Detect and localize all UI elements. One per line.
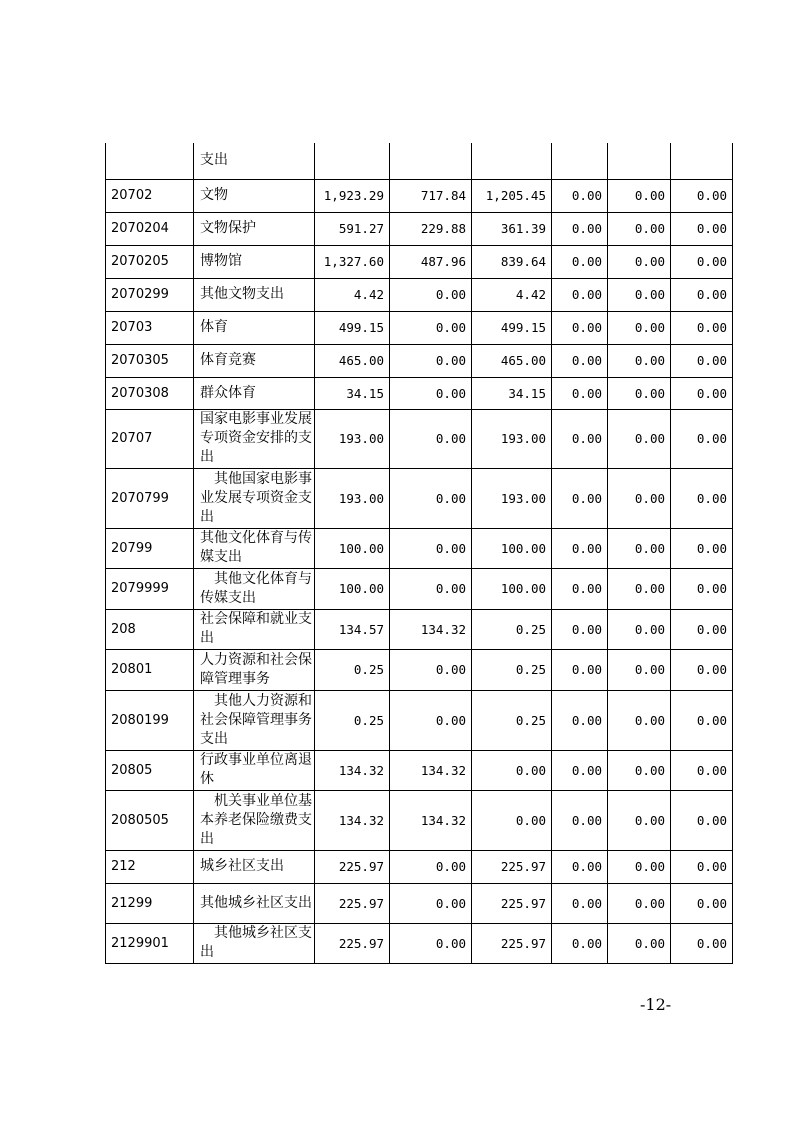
subject-code-cell: 21299 <box>106 883 194 923</box>
column-4-cell: 0.00 <box>552 409 608 468</box>
project-expenditure-cell: 193.00 <box>472 468 552 528</box>
column-5-cell: 0.00 <box>608 790 671 850</box>
total-cell: 499.15 <box>315 311 390 344</box>
subject-name-cell: 机关事业单位基本养老保险缴费支出 <box>194 790 315 850</box>
table-row <box>106 568 733 609</box>
subject-name-cell: 群众体育 <box>194 377 315 409</box>
column-6-cell: 0.00 <box>671 278 733 311</box>
subject-code-cell: 20707 <box>106 409 194 468</box>
total-cell: 225.97 <box>315 850 390 883</box>
project-expenditure-cell: 1,205.45 <box>472 179 552 212</box>
column-4-cell: 0.00 <box>552 649 608 690</box>
column-6-cell: 0.00 <box>671 790 733 850</box>
column-5-cell: 0.00 <box>608 609 671 649</box>
column-5-cell: 0.00 <box>608 409 671 468</box>
column-5-cell: 0.00 <box>608 883 671 923</box>
table-row <box>106 143 733 179</box>
column-6-cell: 0.00 <box>671 468 733 528</box>
project-expenditure-cell: 100.00 <box>472 528 552 568</box>
subject-name-cell: 体育 <box>194 311 315 344</box>
table-row <box>106 883 733 923</box>
column-5-cell: 0.00 <box>608 278 671 311</box>
subject-code-cell: 2070204 <box>106 212 194 245</box>
column-6-cell: 0.00 <box>671 690 733 750</box>
column-4-cell: 0.00 <box>552 883 608 923</box>
column-5-cell: 0.00 <box>608 212 671 245</box>
table-row <box>106 790 733 850</box>
column-5-cell: 0.00 <box>608 750 671 790</box>
subject-name-cell: 博物馆 <box>194 245 315 278</box>
project-expenditure-cell: 193.00 <box>472 409 552 468</box>
basic-expenditure-cell: 0.00 <box>390 409 472 468</box>
column-4-cell: 0.00 <box>552 212 608 245</box>
table-body <box>106 143 733 963</box>
subject-name-cell: 其他城乡社区支出 <box>194 883 315 923</box>
table-row <box>106 311 733 344</box>
subject-name-cell: 其他国家电影事业发展专项资金支出 <box>194 468 315 528</box>
subject-code-cell: 2129901 <box>106 923 194 963</box>
column-6-cell: 0.00 <box>671 923 733 963</box>
project-expenditure-cell: 361.39 <box>472 212 552 245</box>
budget-expenditure-table <box>105 143 733 964</box>
subject-code-cell: 212 <box>106 850 194 883</box>
project-expenditure-cell <box>472 143 552 179</box>
total-cell: 100.00 <box>315 568 390 609</box>
subject-code-cell: 20799 <box>106 528 194 568</box>
table-row <box>106 850 733 883</box>
basic-expenditure-cell: 0.00 <box>390 311 472 344</box>
subject-code-cell: 208 <box>106 609 194 649</box>
subject-code-cell: 20702 <box>106 179 194 212</box>
total-cell: 591.27 <box>315 212 390 245</box>
basic-expenditure-cell: 229.88 <box>390 212 472 245</box>
column-4-cell: 0.00 <box>552 609 608 649</box>
column-6-cell: 0.00 <box>671 568 733 609</box>
column-5-cell: 0.00 <box>608 344 671 377</box>
subject-code-cell: 2070205 <box>106 245 194 278</box>
subject-name-cell: 城乡社区支出 <box>194 850 315 883</box>
page-number: -12- <box>640 995 672 1014</box>
column-6-cell: 0.00 <box>671 750 733 790</box>
column-4-cell: 0.00 <box>552 790 608 850</box>
column-4-cell: 0.00 <box>552 690 608 750</box>
table-row <box>106 690 733 750</box>
column-4-cell: 0.00 <box>552 377 608 409</box>
project-expenditure-cell: 225.97 <box>472 850 552 883</box>
table-row <box>106 278 733 311</box>
basic-expenditure-cell: 0.00 <box>390 344 472 377</box>
subject-name-cell: 其他文化体育与传媒支出 <box>194 528 315 568</box>
subject-code-cell: 2079999 <box>106 568 194 609</box>
column-6-cell: 0.00 <box>671 883 733 923</box>
project-expenditure-cell: 0.25 <box>472 609 552 649</box>
project-expenditure-cell: 0.25 <box>472 649 552 690</box>
basic-expenditure-cell: 0.00 <box>390 528 472 568</box>
column-6-cell: 0.00 <box>671 409 733 468</box>
column-5-cell: 0.00 <box>608 179 671 212</box>
column-6-cell: 0.00 <box>671 344 733 377</box>
table-row <box>106 750 733 790</box>
basic-expenditure-cell: 0.00 <box>390 568 472 609</box>
subject-code-cell: 2070308 <box>106 377 194 409</box>
project-expenditure-cell: 225.97 <box>472 883 552 923</box>
subject-name-cell: 其他人力资源和社会保障管理事务支出 <box>194 690 315 750</box>
subject-code-cell: 20703 <box>106 311 194 344</box>
column-5-cell: 0.00 <box>608 850 671 883</box>
project-expenditure-cell: 100.00 <box>472 568 552 609</box>
column-6-cell: 0.00 <box>671 212 733 245</box>
subject-code-cell <box>106 143 194 179</box>
total-cell: 193.00 <box>315 409 390 468</box>
subject-name-cell: 行政事业单位离退休 <box>194 750 315 790</box>
project-expenditure-cell: 0.00 <box>472 790 552 850</box>
column-4-cell: 0.00 <box>552 344 608 377</box>
column-6-cell: 0.00 <box>671 528 733 568</box>
column-5-cell <box>608 143 671 179</box>
project-expenditure-cell: 225.97 <box>472 923 552 963</box>
total-cell: 225.97 <box>315 883 390 923</box>
table-row <box>106 245 733 278</box>
column-5-cell: 0.00 <box>608 245 671 278</box>
basic-expenditure-cell: 0.00 <box>390 377 472 409</box>
basic-expenditure-cell: 134.32 <box>390 750 472 790</box>
basic-expenditure-cell: 717.84 <box>390 179 472 212</box>
column-5-cell: 0.00 <box>608 528 671 568</box>
table-row <box>106 344 733 377</box>
basic-expenditure-cell: 0.00 <box>390 690 472 750</box>
subject-name-cell: 国家电影事业发展专项资金安排的支出 <box>194 409 315 468</box>
basic-expenditure-cell: 0.00 <box>390 649 472 690</box>
subject-code-cell: 20805 <box>106 750 194 790</box>
column-4-cell: 0.00 <box>552 245 608 278</box>
column-5-cell: 0.00 <box>608 377 671 409</box>
table-row <box>106 409 733 468</box>
column-5-cell: 0.00 <box>608 649 671 690</box>
project-expenditure-cell: 465.00 <box>472 344 552 377</box>
column-4-cell: 0.00 <box>552 568 608 609</box>
total-cell: 4.42 <box>315 278 390 311</box>
basic-expenditure-cell: 487.96 <box>390 245 472 278</box>
table-row <box>106 377 733 409</box>
table-row <box>106 528 733 568</box>
column-6-cell: 0.00 <box>671 311 733 344</box>
table-row <box>106 179 733 212</box>
column-4-cell: 0.00 <box>552 179 608 212</box>
column-5-cell: 0.00 <box>608 311 671 344</box>
basic-expenditure-cell: 0.00 <box>390 278 472 311</box>
basic-expenditure-cell: 134.32 <box>390 609 472 649</box>
basic-expenditure-cell: 0.00 <box>390 468 472 528</box>
subject-name-cell: 体育竞赛 <box>194 344 315 377</box>
column-6-cell <box>671 143 733 179</box>
project-expenditure-cell: 4.42 <box>472 278 552 311</box>
column-4-cell: 0.00 <box>552 923 608 963</box>
column-5-cell: 0.00 <box>608 568 671 609</box>
total-cell <box>315 143 390 179</box>
total-cell: 465.00 <box>315 344 390 377</box>
column-6-cell: 0.00 <box>671 377 733 409</box>
column-6-cell: 0.00 <box>671 649 733 690</box>
subject-code-cell: 2070305 <box>106 344 194 377</box>
project-expenditure-cell: 0.25 <box>472 690 552 750</box>
column-5-cell: 0.00 <box>608 923 671 963</box>
subject-code-cell: 2080199 <box>106 690 194 750</box>
column-4-cell: 0.00 <box>552 468 608 528</box>
column-5-cell: 0.00 <box>608 690 671 750</box>
column-4-cell: 0.00 <box>552 278 608 311</box>
project-expenditure-cell: 499.15 <box>472 311 552 344</box>
table-row <box>106 468 733 528</box>
column-5-cell: 0.00 <box>608 468 671 528</box>
column-4-cell <box>552 143 608 179</box>
project-expenditure-cell: 839.64 <box>472 245 552 278</box>
budget-table-sheet <box>105 143 732 964</box>
column-6-cell: 0.00 <box>671 850 733 883</box>
project-expenditure-cell: 34.15 <box>472 377 552 409</box>
table-row <box>106 923 733 963</box>
basic-expenditure-cell: 0.00 <box>390 850 472 883</box>
subject-code-cell: 2070299 <box>106 278 194 311</box>
column-6-cell: 0.00 <box>671 179 733 212</box>
basic-expenditure-cell: 0.00 <box>390 883 472 923</box>
subject-name-cell: 其他文物支出 <box>194 278 315 311</box>
table-row <box>106 609 733 649</box>
total-cell: 225.97 <box>315 923 390 963</box>
column-6-cell: 0.00 <box>671 245 733 278</box>
total-cell: 193.00 <box>315 468 390 528</box>
total-cell: 134.57 <box>315 609 390 649</box>
total-cell: 1,327.60 <box>315 245 390 278</box>
total-cell: 34.15 <box>315 377 390 409</box>
total-cell: 134.32 <box>315 790 390 850</box>
column-4-cell: 0.00 <box>552 850 608 883</box>
total-cell: 0.25 <box>315 690 390 750</box>
table-row <box>106 212 733 245</box>
basic-expenditure-cell: 134.32 <box>390 790 472 850</box>
subject-name-cell: 社会保障和就业支出 <box>194 609 315 649</box>
subject-code-cell: 20801 <box>106 649 194 690</box>
subject-name-cell: 文物保护 <box>194 212 315 245</box>
subject-name-cell: 支出 <box>194 143 315 179</box>
total-cell: 0.25 <box>315 649 390 690</box>
project-expenditure-cell: 0.00 <box>472 750 552 790</box>
subject-name-cell: 其他城乡社区支出 <box>194 923 315 963</box>
total-cell: 134.32 <box>315 750 390 790</box>
column-4-cell: 0.00 <box>552 750 608 790</box>
column-6-cell: 0.00 <box>671 609 733 649</box>
subject-code-cell: 2080505 <box>106 790 194 850</box>
subject-name-cell: 其他文化体育与传媒支出 <box>194 568 315 609</box>
basic-expenditure-cell <box>390 143 472 179</box>
total-cell: 100.00 <box>315 528 390 568</box>
column-4-cell: 0.00 <box>552 311 608 344</box>
basic-expenditure-cell: 0.00 <box>390 923 472 963</box>
subject-name-cell: 人力资源和社会保障管理事务 <box>194 649 315 690</box>
total-cell: 1,923.29 <box>315 179 390 212</box>
table-row <box>106 649 733 690</box>
subject-code-cell: 2070799 <box>106 468 194 528</box>
subject-name-cell: 文物 <box>194 179 315 212</box>
column-4-cell: 0.00 <box>552 528 608 568</box>
